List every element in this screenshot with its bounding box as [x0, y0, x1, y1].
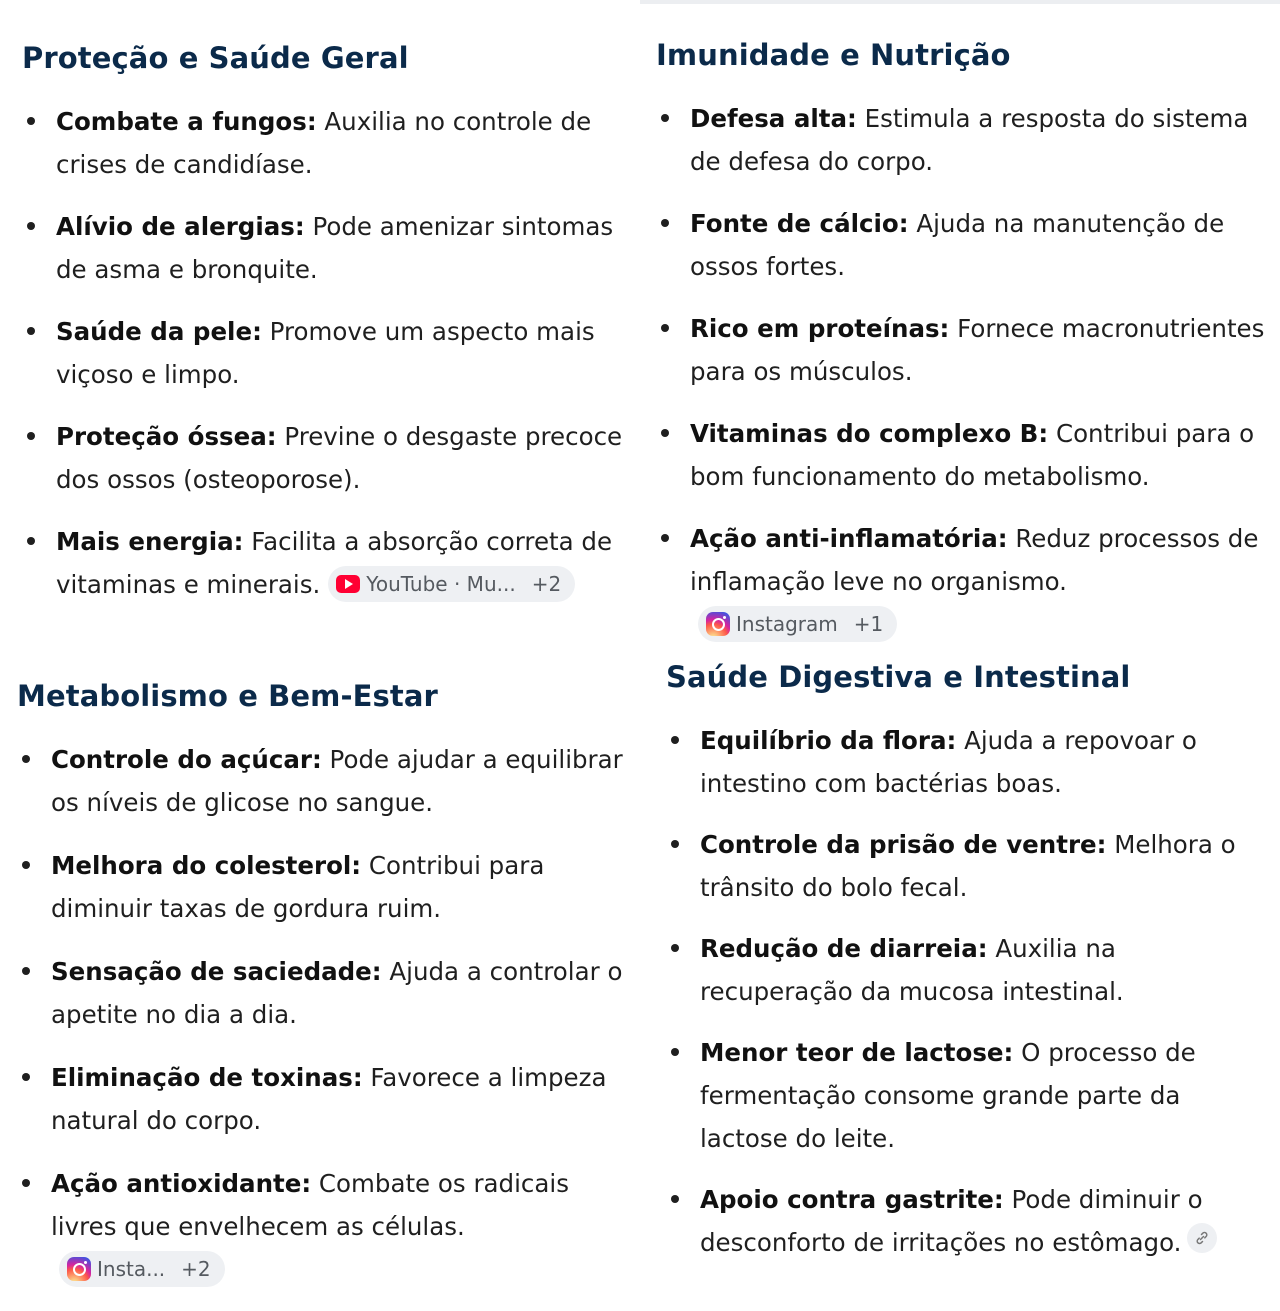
list-item [22, 415, 632, 501]
item-term: Mais energia: [56, 527, 244, 556]
item-text: Estimula a resposta do sistema de defesa do corpo. [690, 104, 1249, 176]
item-term: Redução de diarreia: [700, 934, 988, 963]
item-text: Promove um aspecto mais viçoso e limpo. [56, 317, 595, 389]
item-term: Ação antioxidante: [51, 1169, 312, 1198]
item-text: Reduz processos de inflamação leve no organismo. [690, 524, 1259, 596]
item-text: Ajuda na manutenção de ossos fortes. [690, 209, 1225, 281]
source-chip-label: Insta... [97, 1256, 166, 1281]
item-term: Alívio de alergias: [56, 212, 305, 241]
item-term: Saúde da pele: [56, 317, 262, 346]
instagram-icon [706, 612, 730, 636]
item-term: Rico em proteínas: [690, 314, 950, 343]
source-chip-count: +1 [853, 611, 884, 636]
item-text: Ajuda a controlar o apetite no dia a dia. [51, 957, 623, 1029]
item-term: Eliminação de toxinas: [51, 1063, 363, 1092]
item-term: Fonte de cálcio: [690, 209, 909, 238]
item-text: Auxilia na recuperação da mucosa intestinal. [700, 934, 1124, 1006]
section-title: Proteção e Saúde Geral [22, 41, 409, 75]
section-title: Saúde Digestiva e Intestinal [666, 660, 1131, 694]
list-item [666, 823, 1271, 909]
item-text: Pode amenizar sintomas de asma e bronquite. [56, 212, 614, 284]
list-item [22, 520, 632, 606]
item-text: Melhora o trânsito do bolo fecal. [700, 830, 1236, 902]
list-item [17, 738, 627, 824]
section-protecao-saude-geral [22, 38, 632, 625]
item-text: Pode diminuir o desconforto de irritações no estômago. [700, 1185, 1203, 1257]
item-term: Sensação de saciedade: [51, 957, 382, 986]
source-chip-instagram[interactable] [698, 606, 897, 642]
source-link-button[interactable] [1187, 1223, 1217, 1253]
item-term: Controle do açúcar: [51, 745, 322, 774]
link-icon [1194, 1230, 1210, 1246]
item-term: Melhora do colesterol: [51, 851, 362, 880]
item-term: Combate a fungos: [56, 107, 317, 136]
item-text: Favorece a limpeza natural do corpo. [51, 1063, 607, 1135]
list-item [666, 1178, 1271, 1264]
section-imunidade-nutricao [656, 35, 1271, 665]
list-item [17, 1056, 627, 1142]
bullet-list [17, 738, 627, 1291]
item-term: Menor teor de lactose: [700, 1038, 1014, 1067]
item-text: Fornece macronutrientes para os músculos. [690, 314, 1265, 386]
item-text: Previne o desgaste precoce dos ossos (osteoporose). [56, 422, 623, 494]
list-item [656, 517, 1271, 646]
youtube-icon [336, 575, 360, 593]
list-item [666, 1031, 1271, 1160]
list-item [17, 844, 627, 930]
source-chip-count: +2 [531, 571, 562, 596]
item-term: Defesa alta: [690, 104, 857, 133]
list-item [656, 307, 1271, 393]
list-item [666, 719, 1271, 805]
item-term: Vitaminas do complexo B: [690, 419, 1049, 448]
list-item [22, 205, 632, 291]
item-term: Apoio contra gastrite: [700, 1185, 1004, 1214]
list-item [666, 927, 1271, 1013]
source-chip-instagram[interactable] [59, 1251, 225, 1287]
list-item [22, 100, 632, 186]
section-saude-digestiva-intestinal [666, 657, 1271, 1282]
bullet-list [666, 719, 1271, 1264]
source-chip-label: YouTube · Mu... [366, 571, 516, 596]
list-item [656, 412, 1271, 498]
list-item [17, 1162, 627, 1291]
item-text: Contribui para o bom funcionamento do metabolismo. [690, 419, 1255, 491]
source-chip-count: +2 [181, 1256, 211, 1281]
item-text: Auxilia no controle de crises de candidíase. [56, 107, 592, 179]
item-text: Pode ajudar a equilibrar os níveis de glicose no sangue. [51, 745, 623, 817]
instagram-icon [67, 1257, 91, 1281]
item-term: Proteção óssea: [56, 422, 277, 451]
list-item [656, 202, 1271, 288]
item-term: Equilíbrio da flora: [700, 726, 957, 755]
source-chip-label: Instagram [736, 611, 838, 636]
source-chip-youtube[interactable] [328, 566, 575, 602]
list-item [656, 97, 1271, 183]
item-text: Contribui para diminuir taxas de gordura ruim. [51, 851, 545, 923]
list-item [17, 950, 627, 1036]
section-title: Imunidade e Nutrição [656, 38, 1011, 72]
item-text: Combate os radicais livres que envelhecem as células. [51, 1169, 569, 1241]
top-divider [640, 0, 1280, 4]
list-item [22, 310, 632, 396]
item-term: Ação anti-inflamatória: [690, 524, 1008, 553]
item-text: Facilita a absorção correta de vitaminas e minerais. [56, 527, 613, 599]
bullet-list [22, 100, 632, 606]
section-title: Metabolismo e Bem-Estar [17, 679, 438, 713]
item-text: Ajuda a repovoar o intestino com bactérias boas. [700, 726, 1197, 798]
bullet-list [656, 97, 1271, 646]
section-metabolismo-bem-estar [17, 676, 627, 1311]
item-text: O processo de fermentação consome grande parte da lactose do leite. [700, 1038, 1196, 1153]
item-term: Controle da prisão de ventre: [700, 830, 1107, 859]
